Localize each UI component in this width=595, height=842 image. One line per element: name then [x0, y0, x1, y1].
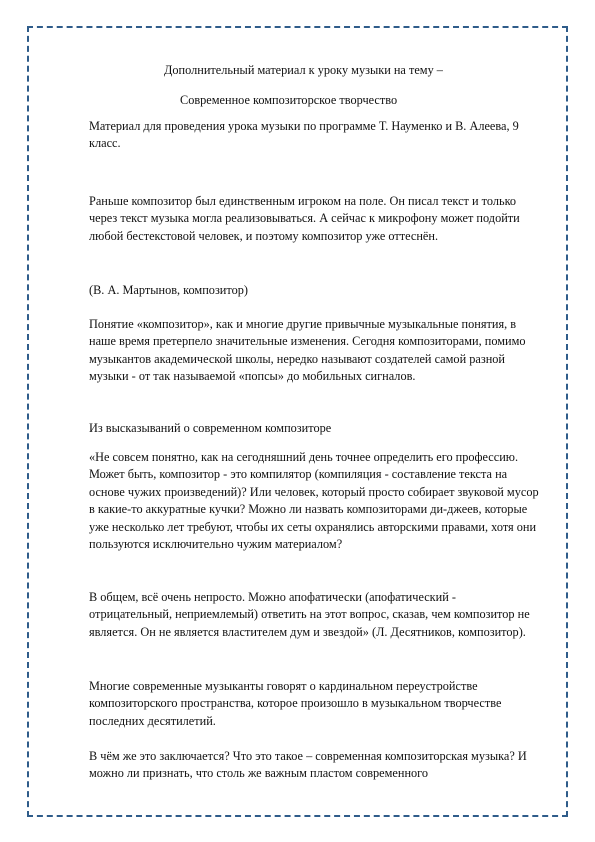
- paragraph-quote-martynov: Раньше композитор был единственным игроком на поле. Он писал текст и только через текст музыка могла реализовываться. А сейчас к микрофону может подойти любой бестекстовой человек, и поэтому композитор уже оттеснён.: [89, 194, 520, 243]
- paragraph-heading-statements: Из высказываний о современном композиторе: [89, 421, 332, 435]
- paragraph-apophatic: В общем, всё очень непросто. Можно апофатически (апофатический - отрицательный, неприемлемый) ответить на этот вопрос, сказав, чем композитор не является. Он не является властителем дум и звездой» (Л. Десятников, композитор).: [89, 590, 530, 639]
- paragraph-quote-desyatnikov: «Не совсем понятно, как на сегодняшний день точнее определить его профессию. Может быть, композитор - это компилятор (компиляция - составление текста на основе чужих произведений)? Или человек, который просто собирает звуковой мусор в какие-то аккуратные кучки? Можно ли назвать композиторами ди-джеев, которые уже несколько лет требуют, чтобы их сеты охранялись авторскими правами, хотя они пользуются исключительно чужим материалом?: [89, 450, 539, 552]
- paragraph-questions: В чём же это заключается? Что это такое – современная композиторская музыка? И можно ли признать, что столь же важным пластом современного: [89, 749, 527, 781]
- paragraph-composer-concept: Понятие «композитор», как и многие другие привычные музыкальные понятия, в наше время претерпело значительные изменения. Сегодня композиторами, помимо музыкантов академической школы, нередко называют создателей самой разной музыки - от так называемой «попсы» до мобильных сигналов.: [89, 317, 526, 384]
- paragraph-intro: Материал для проведения урока музыки по программе Т. Науменко и В. Алеева, 9 класс.: [89, 119, 519, 151]
- paragraph-attribution-martynov: (В. А. Мартынов, композитор): [89, 283, 248, 297]
- paragraph-modern-musicians: Многие современные музыканты говорят о кардинальном переустройстве композиторского пространства, которое произошло в музыкальном творчестве последних десятилетий.: [89, 679, 502, 728]
- document-title-line-1: Дополнительный материал к уроку музыки на тему –: [164, 63, 443, 77]
- document-title-line-2: Современное композиторское творчество: [180, 93, 398, 107]
